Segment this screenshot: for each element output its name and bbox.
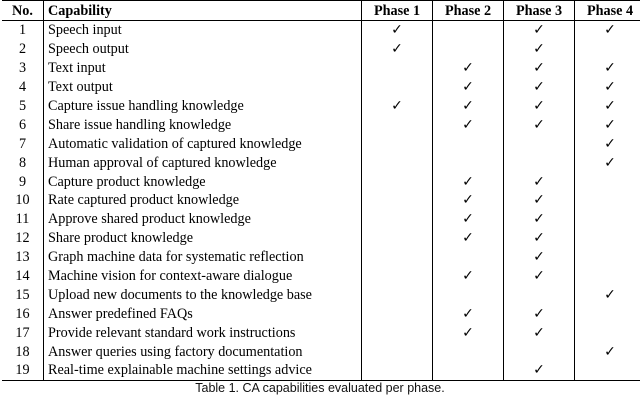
phase-4-cell <box>575 285 640 304</box>
phase-3-cell <box>504 97 575 116</box>
table-row <box>2 342 640 361</box>
phase-4-cell <box>575 97 640 116</box>
table-row <box>2 304 640 323</box>
phase-2-cell <box>433 210 504 229</box>
phase-1-cell <box>362 210 433 229</box>
phase-1-cell <box>362 172 433 191</box>
capability-label: Automatic validation of captured knowledge <box>44 134 362 153</box>
capability-label: Text input <box>44 59 362 78</box>
checkmark-icon: ✓ <box>533 211 545 228</box>
phase-2-cell <box>433 172 504 191</box>
phase-3-cell <box>504 210 575 229</box>
header-capability: Capability <box>44 1 362 21</box>
phase-3-cell <box>504 304 575 323</box>
phase-4-cell <box>575 134 640 153</box>
capability-label: Capture product knowledge <box>44 172 362 191</box>
header-phase-1: Phase 1 <box>362 1 433 21</box>
table-body <box>2 21 640 381</box>
capability-label: Share issue handling knowledge <box>44 115 362 134</box>
phase-2-cell <box>433 21 504 40</box>
table-row <box>2 229 640 248</box>
row-number: 5 <box>2 97 44 116</box>
phase-3-cell <box>504 248 575 267</box>
phase-2-cell <box>433 59 504 78</box>
table-header-row <box>2 1 640 21</box>
phase-1-cell <box>362 59 433 78</box>
row-number: 1 <box>2 21 44 40</box>
row-number: 9 <box>2 172 44 191</box>
phase-4-cell <box>575 210 640 229</box>
phase-2-cell <box>433 267 504 286</box>
table-row <box>2 172 640 191</box>
phase-3-cell <box>504 323 575 342</box>
checkmark-icon: ✓ <box>462 98 474 114</box>
row-number: 2 <box>2 40 44 59</box>
phase-3-cell <box>504 59 575 78</box>
row-number: 8 <box>2 153 44 172</box>
phase-4-cell <box>575 361 640 380</box>
phase-1-cell <box>362 285 433 304</box>
table-row <box>2 97 640 116</box>
capability-label: Machine vision for context-aware dialogue <box>44 267 362 286</box>
row-number: 6 <box>2 115 44 134</box>
phase-1-cell <box>362 115 433 134</box>
capability-label: Human approval of captured knowledge <box>44 153 362 172</box>
phase-2-cell <box>433 304 504 323</box>
header-phase-2: Phase 2 <box>433 1 504 21</box>
checkmark-icon: ✓ <box>391 41 403 58</box>
table-row <box>2 134 640 153</box>
table-row <box>2 267 640 286</box>
capability-label: Speech input <box>44 21 362 40</box>
phase-3-cell <box>504 78 575 97</box>
row-number: 11 <box>2 210 44 229</box>
table-row <box>2 153 640 172</box>
checkmark-icon: ✓ <box>533 192 545 209</box>
checkmark-icon: ✓ <box>462 79 474 96</box>
row-number: 4 <box>2 78 44 97</box>
checkmark-icon: ✓ <box>604 22 616 39</box>
checkmark-icon: ✓ <box>533 79 545 96</box>
phase-1-cell <box>362 40 433 59</box>
phase-3-cell <box>504 285 575 304</box>
phase-4-cell <box>575 172 640 191</box>
checkmark-icon: ✓ <box>533 324 545 341</box>
phase-3-cell <box>504 342 575 361</box>
phase-3-cell <box>504 229 575 248</box>
phase-2-cell <box>433 115 504 134</box>
phase-1-cell <box>362 342 433 361</box>
phase-4-cell <box>575 267 640 286</box>
phase-4-cell <box>575 21 640 40</box>
phase-4-cell <box>575 115 640 134</box>
row-number: 14 <box>2 267 44 286</box>
capability-label: Text output <box>44 78 362 97</box>
table-row <box>2 191 640 210</box>
table-row <box>2 59 640 78</box>
phase-1-cell <box>362 229 433 248</box>
capability-label: Approve shared product knowledge <box>44 210 362 229</box>
phase-1-cell <box>362 361 433 380</box>
checkmark-icon: ✓ <box>604 154 616 171</box>
checkmark-icon: ✓ <box>533 268 545 285</box>
checkmark-icon: ✓ <box>604 343 616 360</box>
phase-3-cell <box>504 191 575 210</box>
checkmark-icon: ✓ <box>533 230 545 247</box>
row-number: 18 <box>2 342 44 361</box>
phase-1-cell <box>362 153 433 172</box>
capability-label: Answer predefined FAQs <box>44 304 362 323</box>
phase-3-cell <box>504 21 575 40</box>
checkmark-icon: ✓ <box>462 173 474 190</box>
table-caption: Table 1. CA capabilities evaluated per phase. <box>195 381 445 395</box>
table-row <box>2 210 640 229</box>
phase-2-cell <box>433 153 504 172</box>
capability-label: Real-time explainable machine settings advice <box>44 361 362 380</box>
checkmark-icon: ✓ <box>533 22 545 39</box>
table-row <box>2 115 640 134</box>
checkmark-icon: ✓ <box>462 211 474 228</box>
checkmark-icon: ✓ <box>462 192 474 209</box>
checkmark-icon: ✓ <box>604 98 616 114</box>
phase-4-cell <box>575 153 640 172</box>
table-row <box>2 323 640 342</box>
phase-3-cell <box>504 172 575 191</box>
checkmark-icon: ✓ <box>533 116 545 133</box>
header-no: No. <box>2 1 44 21</box>
phase-2-cell <box>433 229 504 248</box>
table-row <box>2 285 640 304</box>
capability-label: Graph machine data for systematic reflection <box>44 248 362 267</box>
phase-4-cell <box>575 248 640 267</box>
phase-2-cell <box>433 134 504 153</box>
checkmark-icon: ✓ <box>604 79 616 96</box>
phase-3-cell <box>504 361 575 380</box>
table-row <box>2 40 640 59</box>
phase-4-cell <box>575 59 640 78</box>
phase-1-cell <box>362 248 433 267</box>
checkmark-icon: ✓ <box>462 268 474 285</box>
phase-1-cell <box>362 304 433 323</box>
checkmark-icon: ✓ <box>533 305 545 322</box>
phase-3-cell <box>504 115 575 134</box>
phase-1-cell <box>362 134 433 153</box>
checkmark-icon: ✓ <box>533 249 545 266</box>
checkmark-icon: ✓ <box>391 22 403 39</box>
checkmark-icon: ✓ <box>604 60 616 77</box>
checkmark-icon: ✓ <box>462 60 474 77</box>
phase-3-cell <box>504 134 575 153</box>
table-row <box>2 248 640 267</box>
phase-1-cell <box>362 323 433 342</box>
phase-4-cell <box>575 342 640 361</box>
row-number: 3 <box>2 59 44 78</box>
header-phase-3: Phase 3 <box>504 1 575 21</box>
row-number: 7 <box>2 134 44 153</box>
phase-1-cell <box>362 267 433 286</box>
capabilities-table <box>2 0 640 381</box>
checkmark-icon: ✓ <box>533 98 545 114</box>
capability-label: Provide relevant standard work instructions <box>44 323 362 342</box>
header-phase-4: Phase 4 <box>575 1 640 21</box>
phase-1-cell <box>362 21 433 40</box>
phase-4-cell <box>575 323 640 342</box>
row-number: 12 <box>2 229 44 248</box>
row-number: 15 <box>2 285 44 304</box>
checkmark-icon: ✓ <box>533 60 545 77</box>
checkmark-icon: ✓ <box>604 135 616 152</box>
phase-4-cell <box>575 78 640 97</box>
row-number: 16 <box>2 304 44 323</box>
capability-label: Speech output <box>44 40 362 59</box>
capability-label: Rate captured product knowledge <box>44 191 362 210</box>
phase-3-cell <box>504 153 575 172</box>
row-number: 13 <box>2 248 44 267</box>
phase-2-cell <box>433 248 504 267</box>
capability-label: Share product knowledge <box>44 229 362 248</box>
phase-4-cell <box>575 304 640 323</box>
capability-label: Upload new documents to the knowledge base <box>44 285 362 304</box>
table-row <box>2 21 640 40</box>
row-number: 19 <box>2 361 44 380</box>
checkmark-icon: ✓ <box>391 98 403 114</box>
capability-label: Capture issue handling knowledge <box>44 97 362 116</box>
table-row <box>2 361 640 380</box>
phase-2-cell <box>433 191 504 210</box>
checkmark-icon: ✓ <box>462 230 474 247</box>
phase-4-cell <box>575 229 640 248</box>
phase-2-cell <box>433 285 504 304</box>
checkmark-icon: ✓ <box>533 362 545 379</box>
checkmark-icon: ✓ <box>533 41 545 58</box>
row-number: 10 <box>2 191 44 210</box>
phase-2-cell <box>433 97 504 116</box>
checkmark-icon: ✓ <box>462 116 474 133</box>
checkmark-icon: ✓ <box>462 305 474 322</box>
capability-label: Answer queries using factory documentation <box>44 342 362 361</box>
phase-2-cell <box>433 361 504 380</box>
table-row <box>2 78 640 97</box>
checkmark-icon: ✓ <box>533 173 545 190</box>
phase-1-cell <box>362 97 433 116</box>
phase-2-cell <box>433 342 504 361</box>
phase-2-cell <box>433 40 504 59</box>
phase-3-cell <box>504 40 575 59</box>
row-number: 17 <box>2 323 44 342</box>
phase-1-cell <box>362 78 433 97</box>
checkmark-icon: ✓ <box>604 286 616 303</box>
phase-3-cell <box>504 267 575 286</box>
phase-4-cell <box>575 40 640 59</box>
phase-1-cell <box>362 191 433 210</box>
checkmark-icon: ✓ <box>462 324 474 341</box>
phase-2-cell <box>433 78 504 97</box>
phase-2-cell <box>433 323 504 342</box>
checkmark-icon: ✓ <box>604 116 616 133</box>
phase-4-cell <box>575 191 640 210</box>
